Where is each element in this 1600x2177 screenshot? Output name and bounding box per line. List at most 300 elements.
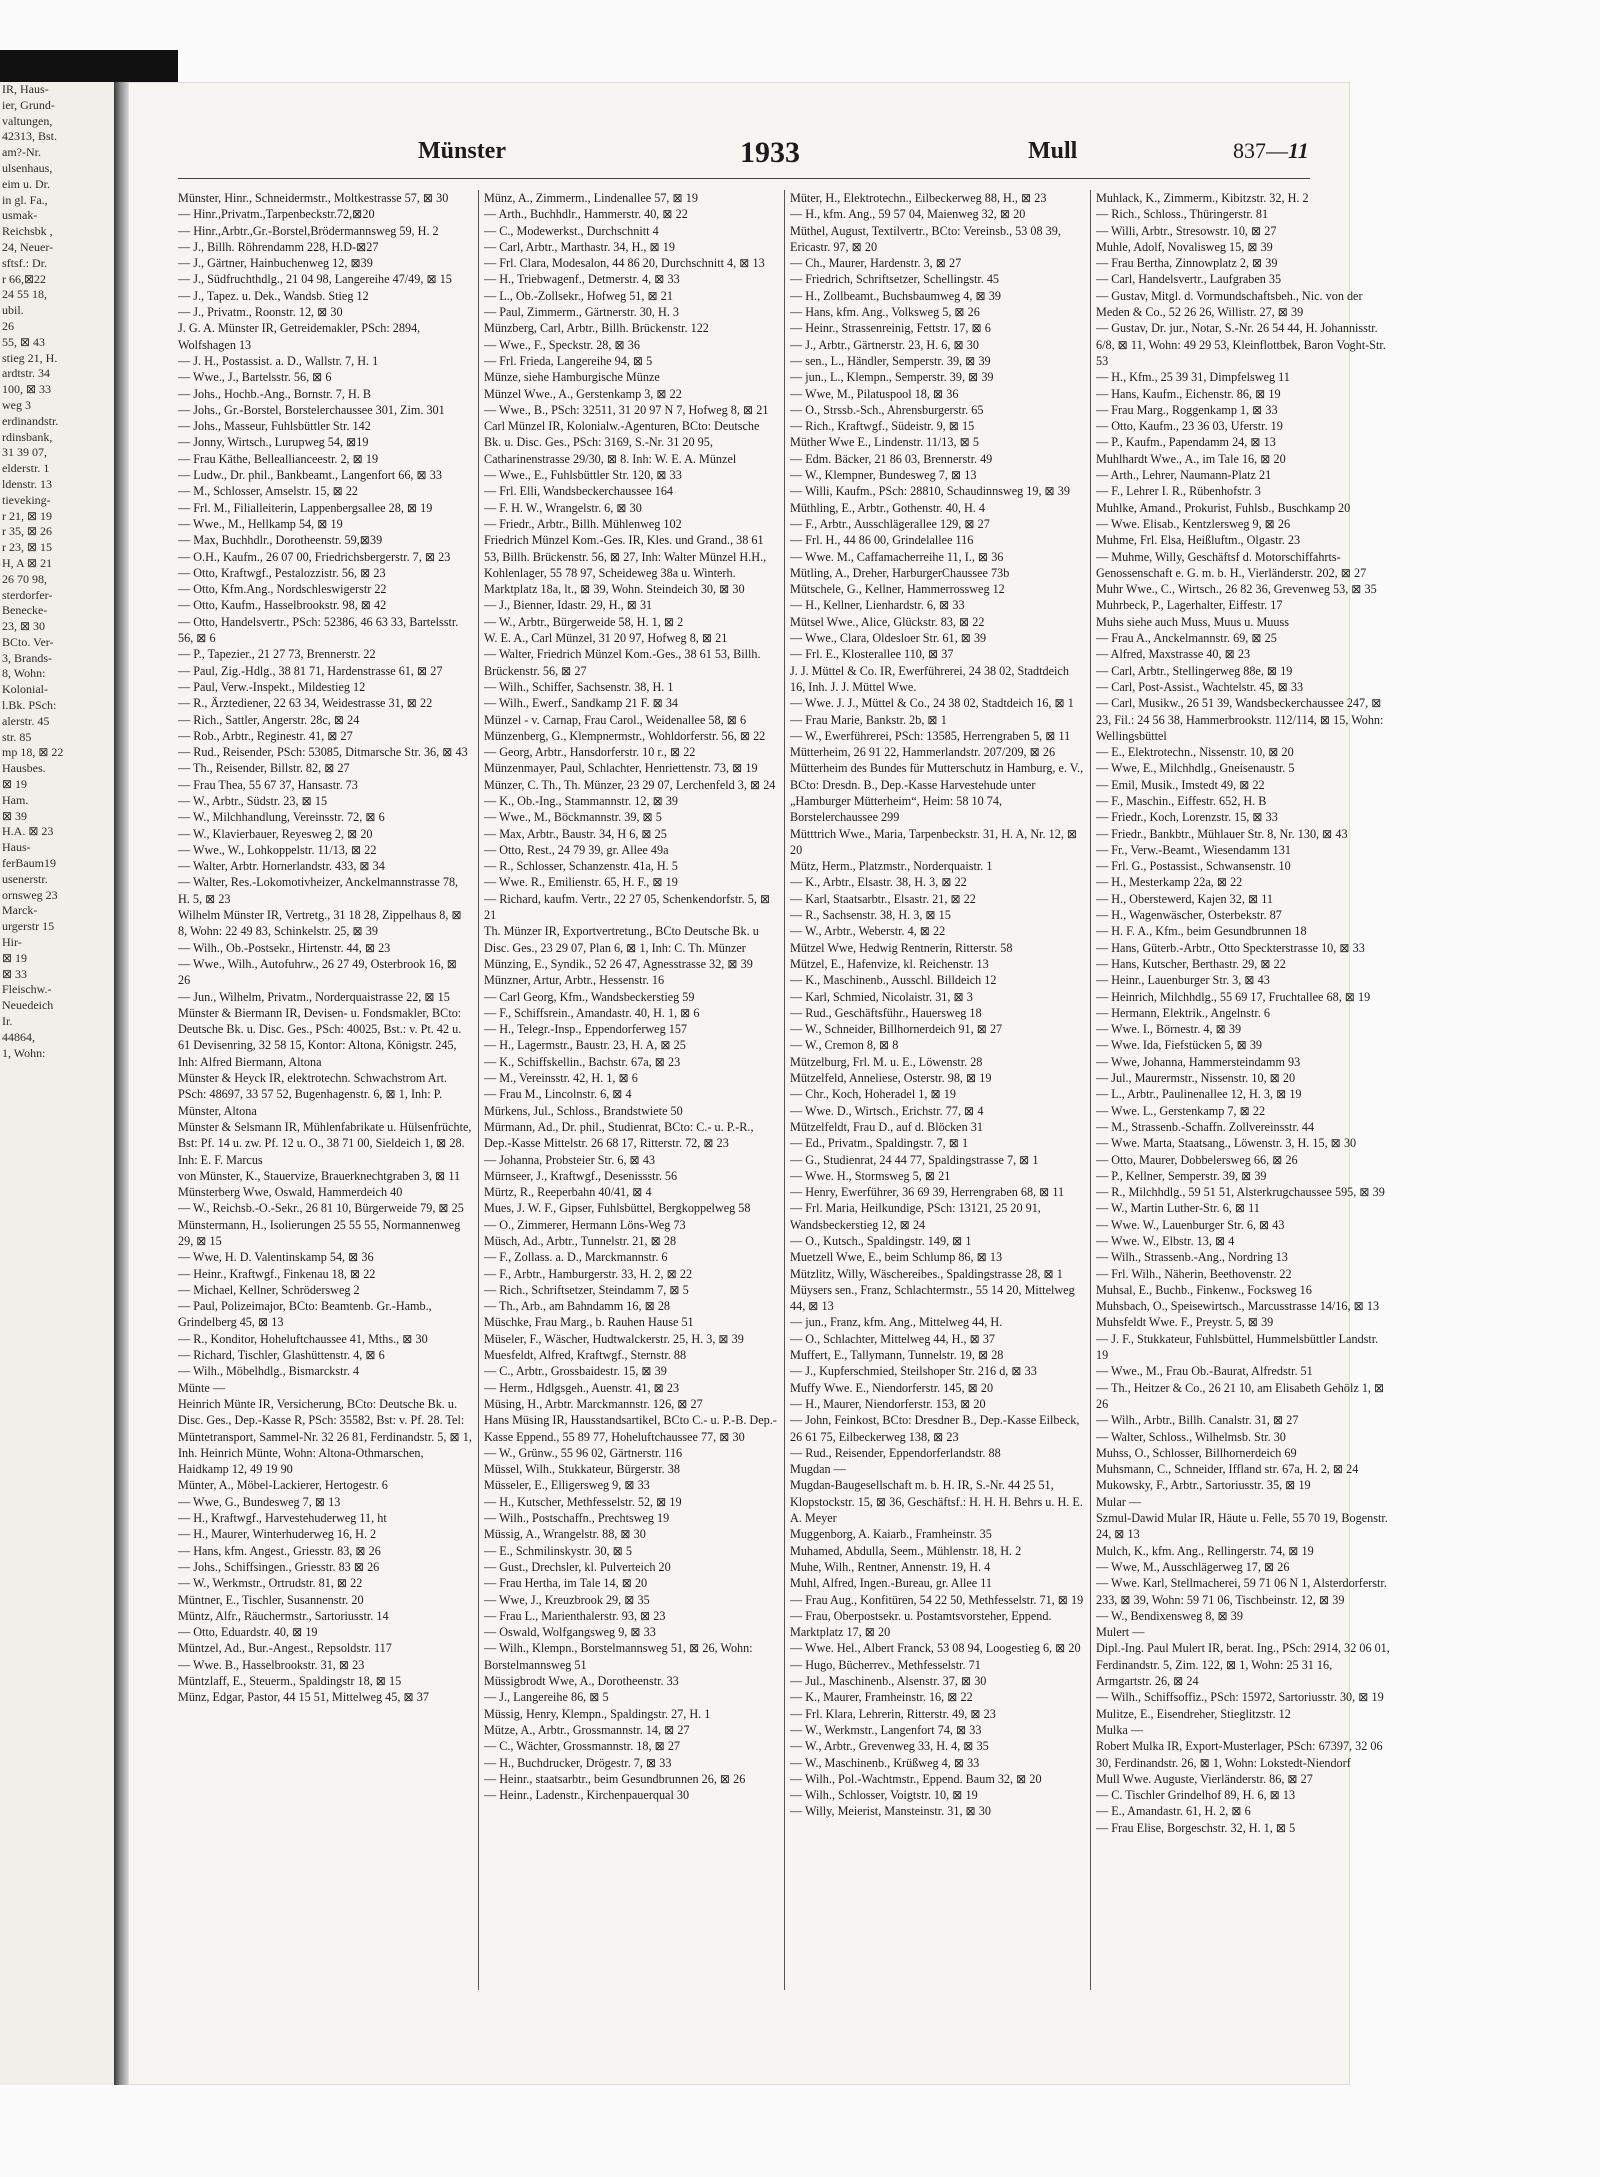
directory-entry: — W., Werkmstr., Langenfort 74, ⊠ 33 (790, 1722, 982, 1737)
directory-entry: — F., Schiffsrein., Amandastr. 40, H. 1, ⊠ 6 (484, 1005, 700, 1020)
directory-entry: — Frl. M., Filialleiterin, Lappenbergsallee 28, ⊠ 19 (178, 500, 433, 515)
directory-entry: Muhme, Frl. Elsa, Heißluftm., Olgastr. 23 (1096, 533, 1301, 548)
directory-entry: — Th., Reisender, Billstr. 82, ⊠ 27 (178, 761, 350, 776)
left-page-line: IR, Haus- (2, 82, 49, 96)
directory-entry: — K., Maurer, Framheinstr. 16, ⊠ 22 (790, 1690, 973, 1705)
directory-entry: — L., Ob.-Zollsekr., Hofweg 51, ⊠ 21 (484, 288, 673, 303)
directory-entry: — Wwe, M., Pilatuspool 18, ⊠ 36 (790, 386, 959, 401)
directory-entry: Mugdan — (790, 1462, 846, 1477)
directory-entry: — J., Tapez. u. Dek., Wandsb. Stieg 12 (178, 288, 369, 303)
left-page-line: Haus- (2, 840, 31, 855)
left-page-line: Hir- (2, 935, 22, 950)
left-page-line: ⊠ 33 (2, 966, 28, 981)
directory-entry: — Frau L., Marienthalerstr. 93, ⊠ 23 (484, 1608, 666, 1623)
column-divider (1090, 190, 1091, 1990)
directory-entry: — Wwe. Karl, Stellmacherei, 59 71 06 N 1, Alsterdorferstr. 233, ⊠ 39, Wohn: 59 71 06, Tischbeinstr. 12, ⊠ 39 (1096, 1576, 1387, 1607)
directory-entry: — H., Kellner, Lienhardstr. 6, ⊠ 33 (790, 598, 965, 613)
left-page-line: usmak- (2, 208, 38, 223)
left-page-line: 31 39 07, (2, 445, 47, 460)
directory-entry: — J., Bienner, Idastr. 29, H., ⊠ 31 (484, 598, 653, 613)
directory-entry: — Frl. Clara, Modesalon, 44 86 20, Durchschnitt 4, ⊠ 13 (484, 256, 765, 271)
left-page-line: ferBaum19 (2, 856, 56, 871)
directory-entry: Muhsmann, C., Schneider, Iffland str. 67a, H. 2, ⊠ 24 (1096, 1462, 1359, 1477)
directory-entry: — Johanna, Probsteier Str. 6, ⊠ 43 (484, 1152, 656, 1167)
left-page-line: 23, ⊠ 30 (2, 619, 46, 634)
directory-entry: — H., Oberstewerd, Kajen 32, ⊠ 11 (1096, 891, 1273, 906)
directory-entry: — Wilh., Arbtr., Billh. Canalstr. 31, ⊠ 27 (1096, 1413, 1299, 1428)
directory-entry: — Paul, Verw.-Inspekt., Mildestieg 12 (178, 679, 366, 694)
left-page-line: str. 85 (2, 729, 32, 744)
directory-entry: — J., Arbtr., Gärtnerstr. 23, H. 6, ⊠ 30 (790, 337, 979, 352)
left-page-line: BCto. Ver- (2, 634, 54, 649)
directory-entry: Müntzel, Ad., Bur.-Angest., Repsoldstr. 117 (178, 1641, 392, 1656)
directory-entry: — Arth., Lehrer, Naumann-Platz 21 (1096, 468, 1272, 483)
directory-entry: Th. Münzer IR, Exportvertretung., BCto Deutsche Bk. u Disc. Ges., 23 29 07, Plan 6, ⊠ 1, Inh: C. Th. Münzer (484, 924, 759, 955)
left-page-line: ardtstr. 34 (2, 366, 50, 381)
directory-entry: — Wwe., Wilh., Autofuhrw., 26 27 49, Osterbrook 16, ⊠ 26 (178, 956, 457, 988)
left-page-line: ⊠ 19 (2, 777, 28, 792)
directory-entry: Muhamed, Abdulla, Seem., Mühlenstr. 18, H. 2 (790, 1543, 1022, 1558)
column-divider (784, 190, 785, 1990)
left-page-line: ubil. (2, 303, 24, 318)
directory-entry: — Otto, Rest., 24 79 39, gr. Allee 49a (484, 842, 669, 857)
directory-entry: Mützel, E., Hafenvize, kl. Reichenstr. 13 (790, 956, 989, 971)
directory-entry: — Hinr.,Arbtr.,Gr.-Borstel,Brödermannsweg 59, H. 2 (178, 223, 439, 238)
directory-entry: — F., Zollass. a. D., Marckmannstr. 6 (484, 1250, 668, 1265)
directory-entry: Mützelfeld, Anneliese, Osterstr. 98, ⊠ 19 (790, 1071, 992, 1086)
directory-entry: — Willi, Kaufm., PSch: 28810, Schaudinnsweg 19, ⊠ 39 (790, 484, 1070, 499)
directory-entry: — Frau Thea, 55 67 37, Hansastr. 73 (178, 777, 358, 792)
directory-entry: Münzing, E., Syndik., 52 26 47, Agnesstrasse 32, ⊠ 39 (484, 956, 753, 971)
directory-entry: — K., Arbtr., Elsastr. 38, H. 3, ⊠ 22 (790, 875, 967, 890)
left-page-line: H, A ⊠ 21 (2, 555, 53, 570)
directory-entry: — Hans, Güterb.-Arbtr., Otto Speckterstrasse 10, ⊠ 33 (1096, 940, 1365, 955)
left-page-line: ⊠ 39 (2, 808, 28, 823)
directory-entry: — Muhme, Willy, Geschäftsf d. Motorschiffahrts-Genossenschaft e. G. m. b. H., Vierländerstr. 202, ⊠ 27 (1096, 549, 1367, 580)
directory-entry: — E., Amandastr. 61, H. 2, ⊠ 6 (1096, 1804, 1251, 1819)
directory-entry: Mützelburg, Frl. M. u. E., Löwenstr. 28 (790, 1054, 983, 1069)
directory-entry: — J. H., Postassist. a. D., Wallstr. 7, H. 1 (178, 353, 379, 368)
directory-entry: — Rich., Schloss., Thüringerstr. 81 (1096, 207, 1269, 222)
directory-entry: — W., Arbtr., Bürgerweide 58, H. 1, ⊠ 2 (484, 614, 684, 629)
directory-entry: Muhrbeck, P., Lagerhalter, Eiffestr. 17 (1096, 598, 1283, 613)
directory-entry: — O., Schlachter, Mittelweg 44, H., ⊠ 37 (790, 1331, 996, 1346)
directory-entry: Müther Wwe E., Lindenstr. 11/13, ⊠ 5 (790, 435, 979, 450)
directory-entry: — Rich., Kraftwgf., Südeistr. 9, ⊠ 15 (790, 419, 975, 434)
directory-entry: — Chr., Koch, Hoheradel 1, ⊠ 19 (790, 1087, 956, 1102)
directory-entry: Münster, Hinr., Schneidermstr., Moltkestrasse 57, ⊠ 30 (178, 191, 449, 205)
left-page-line: 24, Neuer- (2, 239, 54, 254)
directory-entry: Müssig, Henry, Klempn., Spaldingstr. 27, H. 1 (484, 1706, 711, 1721)
directory-entry: Muhsfeldt Wwe. F., Preystr. 5, ⊠ 39 (1096, 1315, 1274, 1330)
directory-entry: — Carl, Handelsvertr., Laufgraben 35 (1096, 272, 1282, 287)
directory-entry: — Wilh., Postschaffn., Prechtsweg 19 (484, 1511, 670, 1526)
directory-entry: — Otto, Handelsvertr., PSch: 52386, 46 63 33, Bartelsstr. 56, ⊠ 6 (178, 614, 459, 646)
left-page-line: rdinsbank, (2, 429, 53, 444)
directory-entry: Mulitze, E., Eisendreher, Stieglitzstr. 12 (1096, 1706, 1291, 1721)
directory-entry: — W., Werkmstr., Ortrudstr. 81, ⊠ 22 (178, 1576, 363, 1591)
directory-entry: — O., Strssb.-Sch., Ahrensburgerstr. 65 (790, 402, 984, 417)
directory-entry: — W., Maschinenb., Krüßweg 4, ⊠ 33 (790, 1755, 980, 1770)
directory-entry: — W., Reichsb.-O.-Sekr., 26 81 10, Bürgerweide 79, ⊠ 25 (178, 1201, 464, 1216)
directory-entry: — Rich., Sattler, Angerstr. 28c, ⊠ 24 (178, 712, 360, 727)
left-page-line: ornsweg 23 (2, 887, 58, 902)
directory-entry: — J., Billh. Röhrendamm 228, H.D-⊠27 (178, 239, 379, 254)
directory-entry: — Wilh., Möbelhdlg., Bismarckstr. 4 (178, 1364, 360, 1379)
directory-entry: — P., Kellner, Semperstr. 39, ⊠ 39 (1096, 1168, 1267, 1183)
directory-entry: Münzberg, Carl, Arbtr., Billh. Brückenstr. 122 (484, 321, 709, 336)
directory-entry: — Frl. G., Postassist., Schwansenstr. 10 (1096, 859, 1291, 874)
directory-entry: — K., Maschinenb., Ausschl. Billdeich 12 (790, 973, 997, 988)
directory-entry: Muetzell Wwe, E., beim Schlump 86, ⊠ 13 (790, 1250, 1003, 1265)
directory-entry: — P., Kaufm., Papendamm 24, ⊠ 13 (1096, 435, 1276, 450)
directory-entry: Münz, Edgar, Pastor, 44 15 51, Mittelweg 45, ⊠ 37 (178, 1690, 429, 1705)
directory-entry: — Wilh., Strassenb.-Ang., Nordring 13 (1096, 1250, 1288, 1265)
directory-entry: — Hans, Kutscher, Berthastr. 29, ⊠ 22 (1096, 956, 1286, 971)
directory-entry: — Rud., Geschäftsführ., Hauersweg 18 (790, 1005, 982, 1020)
directory-entry: — Johs., Schiffsingen., Griesstr. 83 ⊠ 26 (178, 1559, 380, 1574)
left-page-line: ier, Grund- (2, 97, 55, 112)
directory-entry: — Frau, Oberpostsekr. u. Postamtsvorsteher, Eppend. Marktplatz 17, ⊠ 20 (790, 1608, 1052, 1640)
directory-entry: Muhlack, K., Zimmerm., Kibitzstr. 32, H. 2 (1096, 191, 1309, 205)
directory-entry: Müschke, Frau Marg., b. Rauhen Hause 51 (484, 1315, 694, 1330)
directory-entry: Münster & Heyck IR, elektrotechn. Schwachstrom Art. PSch: 48697, 33 57 52, Bugenhagenstr. 6, ⊠ 1, Inh: P. Münster, Altona (178, 1071, 448, 1118)
directory-entry: Muhlke, Amand., Prokurist, Fuhlsb., Buschkamp 20 (1096, 500, 1351, 515)
directory-entry: — W., Arbtr., Südstr. 23, ⊠ 15 (178, 793, 328, 808)
directory-entry: — Walter, Res.-Lokomotivheizer, Anckelmannstrasse 78, H. 5, ⊠ 23 (178, 875, 459, 906)
left-page-line: Marck- (2, 903, 38, 918)
directory-entry: — H., Mesterkamp 22a, ⊠ 22 (1096, 875, 1243, 890)
directory-entry: — Carl, Musikw., 26 51 39, Wandsbeckerchaussee 247, ⊠ 23, Fil.: 24 56 38, Hammerbrookstr. 112/114, ⊠ 15, Wohn: Wellingsbüttel (1096, 696, 1384, 743)
header-year: 1933 (740, 136, 800, 169)
directory-entry: — Wilh., Schiffsoffiz., PSch: 15972, Sartoriusstr. 30, ⊠ 19 (1096, 1690, 1384, 1705)
column-3 (790, 190, 1084, 1990)
directory-entry: — R., Milchhdlg., 59 51 51, Alsterkrugchaussee 595, ⊠ 39 (1096, 1185, 1385, 1200)
directory-entry: — Frl. Maria, Heilkundige, PSch: 13121, 25 20 91, Wandsbeckerstieg 12, ⊠ 24 (790, 1201, 1041, 1232)
directory-entry: — Wilh., Pol.-Wachtmstr., Eppend. Baum 32, ⊠ 20 (790, 1771, 1042, 1786)
left-page-line: eim u. Dr. (2, 176, 50, 191)
directory-entry: — Max, Buchhdlr., Dorotheenstr. 59,⊠39 (178, 533, 383, 548)
directory-entry: Muhss, O., Schlosser, Billhornerdeich 69 (1096, 1445, 1297, 1460)
directory-entry: — Heinr., Kraftwgf., Finkenau 18, ⊠ 22 (178, 1266, 376, 1281)
directory-entry: — C., Modewerkst., Durchschnitt 4 (484, 223, 659, 238)
directory-entry: — Heinr., Ladenstr., Kirchenpauerqual 30 (484, 1788, 690, 1803)
left-page-line: tieveking- (2, 492, 51, 507)
left-page-line: ldenstr. 13 (2, 476, 52, 491)
left-page-line: ⊠ 19 (2, 950, 28, 965)
directory-entry: — Frau Hertha, im Tale 14, ⊠ 20 (484, 1576, 648, 1591)
directory-entry: Münte — (178, 1380, 226, 1395)
directory-entry: Friedrich Münzel Kom.-Ges. IR, Kles. und Grand., 38 61 53, Billh. Brückenstr. 56, ⊠ 27, Inh: Walter Münzel H.H., Kohlenlager, 55 78 97, Scheideweg 38a u. Winterh. Marktplatz 18a, lt., ⊠ 39, Wohn. Steindeich 30, ⊠ 30 (484, 533, 767, 597)
directory-entry: J. J. Müttel & Co. IR, Ewerführerei, 24 38 02, Stadtdeich 16, Inh. J. J. Müttel Wwe. (790, 663, 1069, 694)
left-page-line: mp 18, ⊠ 22 (2, 745, 64, 760)
directory-entry: Mugdan-Baugesellschaft m. b. H. IR, S.-Nr. 44 25 51, Klopstockstr. 15, ⊠ 36, Geschäftsf.: H. H. H. Behrs u. H. E. A. Meyer (790, 1478, 1083, 1526)
directory-entry: — Alfred, Maxstrasse 40, ⊠ 23 (1096, 647, 1251, 662)
directory-entry: Münster & Selsmann IR, Mühlenfabrikate u. Hülsenfrüchte, Bst: Pf. 14 u. zw. Pf. 12 u. O., 38 71 00, Sieldeich 1, ⊠ 28. Inh: E. F. Marcus (178, 1119, 472, 1167)
directory-entry: — Wwe., J., Bartelsstr. 56, ⊠ 6 (178, 370, 332, 385)
directory-entry: — P., Tapezier., 21 27 73, Brennerstr. 22 (178, 647, 376, 662)
directory-entry: — O., Kutsch., Spaldingstr. 149, ⊠ 1 (790, 1234, 972, 1248)
directory-entry: Muggenborg, A. Kaiarb., Framheinstr. 35 (790, 1527, 992, 1542)
directory-entry: — H., Kfm., 25 39 31, Dimpfelsweg 11 (1096, 370, 1290, 385)
directory-entry: — Wwe., B., PSch: 32511, 31 20 97 N 7, Hofweg 8, ⊠ 21 (484, 402, 769, 417)
directory-entry: — Rob., Arbtr., Reginestr. 41, ⊠ 27 (178, 728, 353, 743)
directory-entry: — Friedr., Bankbtr., Mühlauer Str. 8, Nr. 130, ⊠ 43 (1096, 826, 1348, 841)
directory-entry: Mützlitz, Willy, Wäschereibes., Spaldingstrasse 28, ⊠ 1 (790, 1266, 1063, 1281)
directory-entry: — F. H. W., Wrangelstr. 6, ⊠ 30 (484, 500, 642, 515)
directory-entry: Müntner, E., Tischler, Susannenstr. 20 (178, 1592, 364, 1607)
directory-entry: — W., Grünw., 55 96 02, Gärtnerstr. 116 (484, 1445, 683, 1460)
directory-entry: — Wwe. Ida, Fiefstücken 5, ⊠ 39 (1096, 1038, 1263, 1053)
directory-entry: Mütterheim, 26 91 22, Hammerlandstr. 207/209, ⊠ 26 (790, 745, 1056, 760)
directory-entry: Müntzlaff, E., Steuerm., Spaldingstr 18, ⊠ 15 (178, 1674, 402, 1689)
directory-entry: — Paul, Polizeimajor, BCto: Beamtenb. Gr.-Hamb., Grindelberg 45, ⊠ 13 (178, 1299, 432, 1330)
directory-entry: — H., Zollbeamt., Buchsbaumweg 4, ⊠ 39 (790, 288, 1001, 303)
directory-entry: — W., Martin Luther-Str. 6, ⊠ 11 (1096, 1201, 1260, 1216)
left-page-line: Benecke- (2, 603, 48, 618)
directory-entry: — Wwe. Marta, Staatsang., Löwenstr. 3, H. 15, ⊠ 30 (1096, 1136, 1357, 1151)
directory-entry: Mulert — (1096, 1625, 1145, 1640)
directory-entry: — Hinr.,Privatm.,Tarpenbeckstr.72,⊠20 (178, 207, 375, 222)
directory-entry: Münzel Wwe., A., Gerstenkamp 3, ⊠ 22 (484, 386, 682, 401)
directory-entry: — jun., Franz, kfm. Ang., Mittelweg 44, H. (790, 1315, 1003, 1330)
directory-entry: — H. F. A., Kfm., beim Gesundbrunnen 18 (1096, 924, 1307, 939)
directory-entry: Mütling, A., Dreher, HarburgerChaussee 73b (790, 565, 1010, 580)
left-page-line: usenerstr. (2, 871, 48, 886)
directory-entry: — Frau Käthe, Belleallianceestr. 2, ⊠ 19 (178, 451, 379, 466)
directory-entry: Mürmann, Ad., Dr. phil., Studienrat, BCto: C.- u. P.-R., Dep.-Kasse Mittelstr. 26 68 17, Ritterstr. 72, ⊠ 23 (484, 1119, 754, 1151)
directory-entry: — Carl, Post-Assist., Wachtelstr. 45, ⊠ 33 (1096, 679, 1304, 694)
directory-entry: — W., Klavierbauer, Reyesweg 2, ⊠ 20 (178, 826, 373, 841)
directory-entry: Mull Wwe. Auguste, Vierländerstr. 86, ⊠ 27 (1096, 1771, 1313, 1786)
directory-entry: Münster & Biermann IR, Devisen- u. Fondsmakler, BCto: Deutsche Bk. u. Disc. Ges., PSch: 40025, Bst.: v. Pt. 42 u. 61 Devisenring, 32 58 15, Kontor: Altona, Königstr. 245, Inh: Alfred Biermann, Altona (178, 1005, 462, 1069)
directory-entry: — Th., Arb., am Bahndamm 16, ⊠ 28 (484, 1299, 671, 1314)
directory-entry: — Wwe., W., Lohkoppelstr. 11/13, ⊠ 22 (178, 842, 377, 857)
directory-entry: — Rich., Schriftsetzer, Steindamm 7, ⊠ 5 (484, 1282, 689, 1297)
directory-entry: — Wwe. I., Börnestr. 4, ⊠ 39 (1096, 1022, 1242, 1037)
directory-entry: — Gust., Drechsler, kl. Pulverteich 20 (484, 1559, 671, 1574)
directory-entry: Müsch, Ad., Arbtr., Tunnelstr. 21, ⊠ 28 (484, 1234, 677, 1248)
directory-entry: Mues, J. W. F., Gipser, Fuhlsbüttel, Bergkoppelweg 58 (484, 1201, 751, 1216)
directory-entry: — F., Lehrer I. R., Rübenhofstr. 3 (1096, 484, 1261, 499)
directory-entry: Mütttrich Wwe., Maria, Tarpenbeckstr. 31, H. A, Nr. 12, ⊠ 20 (790, 826, 1078, 857)
directory-entry: Dipl.-Ing. Paul Mulert IR, berat. Ing., PSch: 2914, 32 06 01, Ferdinandstr. 5, Zim. 122, ⊠ 1, Wohn: 25 31 16, Armgartstr. 26, ⊠ 24 (1096, 1641, 1390, 1689)
directory-entry: — sen., L., Händler, Semperstr. 39, ⊠ 39 (790, 353, 991, 368)
directory-entry: Müysers sen., Franz, Schlachtermstr., 55 14 20, Mittelweg 44, ⊠ 13 (790, 1282, 1075, 1314)
directory-entry: — Th., Heitzer & Co., 26 21 10, am Elisabeth Gehölz 1, ⊠ 26 (1096, 1380, 1385, 1411)
directory-entry: — W., Ewerführerei, PSch: 13585, Herrengraben 5, ⊠ 11 (790, 728, 1071, 743)
directory-entry: — Walter, Arbtr. Hornerlandstr. 433, ⊠ 34 (178, 859, 385, 874)
directory-entry: — Wwe. J. J., Müttel & Co., 24 38 02, Stadtdeich 16, ⊠ 1 (790, 696, 1074, 711)
left-page-line: 8, Wohn: (2, 666, 46, 681)
directory-entry: — Wwe. Elisab., Kentzlersweg 9, ⊠ 26 (1096, 516, 1291, 531)
directory-entry: Müssel, Wilh., Stukkateur, Bürgerstr. 38 (484, 1462, 680, 1477)
directory-entry: — Heinr., Lauenburger Str. 3, ⊠ 43 (1096, 973, 1270, 988)
directory-entry: — Wilh., Ob.-Postsekr., Hirtenstr. 44, ⊠ 23 (178, 940, 391, 955)
directory-entry: — Frl. Wilh., Näherin, Beethovenstr. 22 (1096, 1266, 1292, 1281)
directory-entry: — Frl. Klara, Lehrerin, Ritterstr. 49, ⊠ 23 (790, 1706, 996, 1721)
directory-entry: — M., Schlosser, Amselstr. 15, ⊠ 22 (178, 484, 359, 499)
column-2 (484, 190, 778, 1990)
page-header (128, 138, 1350, 178)
directory-entry: Münter, A., Möbel-Lackierer, Hertogestr. 6 (178, 1478, 388, 1493)
directory-entry: Muhsbach, O., Speisewirtsch., Marcusstrasse 14/16, ⊠ 13 (1096, 1299, 1380, 1314)
directory-entry: — H., Triebwagenf., Detmerstr. 4, ⊠ 33 (484, 272, 680, 287)
directory-entry: — W., Arbtr., Grevenweg 33, H. 4, ⊠ 35 (790, 1739, 989, 1754)
directory-entry: — C., Arbtr., Grossbaidestr. 15, ⊠ 39 (484, 1364, 667, 1379)
left-page-line: 100, ⊠ 33 (2, 382, 52, 397)
left-page-line: Reichsbk , (2, 224, 53, 239)
directory-entry: — Willy, Meierist, Mansteinstr. 31, ⊠ 30 (790, 1804, 991, 1819)
left-page-line: weg 3 (2, 397, 31, 412)
directory-entry: — Wwe., F., Speckstr. 28, ⊠ 36 (484, 337, 640, 352)
directory-entry: — Otto, Eduardstr. 40, ⊠ 19 (178, 1625, 318, 1640)
directory-entry: Mürkens, Jul., Schloss., Brandstwiete 50 (484, 1103, 683, 1118)
left-page-line: alerstr. 45 (2, 713, 50, 728)
directory-entry: Muesfeldt, Alfred, Kraftwgf., Sternstr. 88 (484, 1348, 687, 1363)
directory-entry: Münzenmayer, Paul, Schlachter, Henriettenstr. 73, ⊠ 19 (484, 761, 758, 776)
directory-entry: — R., Schlosser, Schanzenstr. 41a, H. 5 (484, 859, 678, 874)
left-page-line: Fleischw.- (2, 982, 52, 997)
directory-entry: — Wwe. L., Gerstenkamp 7, ⊠ 22 (1096, 1103, 1266, 1118)
directory-entry: — W., Cremon 8, ⊠ 8 (790, 1038, 899, 1053)
column-1 (178, 190, 472, 1990)
directory-entry: — Wwe., M., Hellkamp 54, ⊠ 19 (178, 516, 343, 531)
directory-entry: Müsing, H., Arbtr. Marckmannstr. 126, ⊠ 27 (484, 1396, 703, 1411)
left-page-line: Kolonial- (2, 682, 48, 697)
left-page-line: 1, Wohn: (2, 1045, 46, 1060)
directory-entry: — Wwe. R., Emilienstr. 65, H. F., ⊠ 19 (484, 875, 678, 890)
directory-entry: — H., Maurer, Winterhuderweg 16, H. 2 (178, 1527, 377, 1542)
directory-entry: Münzenberg, G., Klempnermstr., Wohldorferstr. 56, ⊠ 22 (484, 728, 766, 743)
directory-entry: — Wwe., E., Fuhlsbüttler Str. 120, ⊠ 33 (484, 468, 682, 483)
header-left-keyword: Münster (418, 138, 506, 164)
directory-entry: — Frl. E., Klosterallee 110, ⊠ 37 (790, 647, 954, 662)
directory-entry: — H., Kraftwgf., Harvestehuderweg 11, ht (178, 1511, 387, 1526)
directory-entry: — Karl, Schmied, Nicolaistr. 31, ⊠ 3 (790, 989, 973, 1004)
directory-entry: von Münster, K., Stauervize, Brauerknechtgraben 3, ⊠ 11 (178, 1168, 461, 1183)
directory-entry: — K., Ob.-Ing., Stammannstr. 12, ⊠ 39 (484, 793, 679, 808)
directory-entry: Heinrich Münte IR, Versicherung, BCto: Deutsche Bk. u. Disc. Ges., Dep.-Kasse R, PSch: 35582, Bst: v. Pf. 28. Tel: Müntetransport, Sammel-Nr. 32 26 81, Ferdinandstr. 5, ⊠ 1, Inh. Heinrich Münte, Wohn: Altona-Othmarschen, Haidkamp 12, 49 19 90 (178, 1396, 472, 1477)
directory-entry: — J., Langereihe 86, ⊠ 5 (484, 1690, 609, 1705)
directory-entry: — Oswald, Wolfgangsweg 9, ⊠ 33 (484, 1625, 656, 1640)
directory-entry: — J. F., Stukkateur, Fuhlsbüttel, Hummelsbüttler Landstr. 19 (1096, 1331, 1379, 1363)
directory-entry: — Emil, Musik., Imstedt 49, ⊠ 22 (1096, 777, 1265, 792)
directory-entry: — Frau Bertha, Zinnowplatz 2, ⊠ 39 (1096, 256, 1278, 271)
directory-entry: Muhlhardt Wwe., A., im Tale 16, ⊠ 20 (1096, 451, 1286, 466)
directory-entry: — Richard, Tischler, Glashüttenstr. 4, ⊠ 6 (178, 1348, 385, 1363)
directory-entry: — Heinr., Strassenreinig, Fettstr. 17, ⊠ 6 (790, 321, 991, 336)
directory-entry: — O.H., Kaufm., 26 07 00, Friedrichsbergerstr. 7, ⊠ 23 (178, 549, 451, 564)
directory-entry: — Wilh., Ewerf., Sandkamp 21 F. ⊠ 34 (484, 696, 679, 711)
directory-entry: — W., Klempner, Bundesweg 7, ⊠ 13 (790, 468, 977, 483)
directory-entry: — Richard, kaufm. Vertr., 22 27 05, Schenkendorfstr. 5, ⊠ 21 (484, 891, 771, 923)
directory-entry: Muhsal, E., Buchb., Finkenw., Focksweg 16 (1096, 1282, 1312, 1297)
directory-entry: Münz, A., Zimmerm., Lindenallee 57, ⊠ 19 (484, 191, 698, 205)
directory-entry: — Ludw., Dr. phil., Bankbeamt., Langenfort 66, ⊠ 33 (178, 468, 442, 483)
directory-entry: — Wilh., Schiffer, Sachsenstr. 38, H. 1 (484, 679, 674, 694)
directory-entry: — F., Maschin., Eiffestr. 652, H. B (1096, 793, 1267, 808)
directory-entry: Müthling, E., Arbtr., Gothenstr. 40, H. 4 (790, 500, 985, 515)
directory-entry: — Jonny, Wirtsch., Lurupweg 54, ⊠19 (178, 435, 369, 450)
directory-entry: — Frau Marg., Roggenkamp 1, ⊠ 33 (1096, 402, 1278, 417)
left-page-line: in gl. Fa., (2, 192, 48, 207)
directory-entry: — Henry, Ewerführer, 36 69 39, Herrengraben 68, ⊠ 11 (790, 1185, 1065, 1200)
directory-entry: — E., Elektrotechn., Nissenstr. 10, ⊠ 20 (1096, 745, 1294, 760)
directory-entry: — Johs., Gr.-Borstel, Borstelerchaussee 301, Zim. 301 (178, 402, 445, 417)
directory-entry: — Frl. H., 44 86 00, Grindelallee 116 (790, 533, 974, 548)
directory-entry: Mützel Wwe, Hedwig Rentnerin, Ritterstr. 58 (790, 940, 1013, 955)
directory-entry: — K., Schiffskellin., Bachstr. 67a, ⊠ 23 (484, 1054, 681, 1069)
directory-entry: Mütz, Herm., Platzmstr., Norderquaistr. 1 (790, 859, 993, 874)
directory-entry: — Friedr., Arbtr., Billh. Mühlenweg 102 (484, 516, 682, 531)
directory-entry: — Otto, Kaufm., 23 36 03, Uferstr. 19 (1096, 419, 1283, 434)
directory-entry: — Paul, Zig.-Hdlg., 38 81 71, Hardenstrasse 61, ⊠ 27 (178, 663, 443, 678)
directory-entry: — Heinr., staatsarbtr., beim Gesundbrunnen 26, ⊠ 26 (484, 1771, 746, 1786)
directory-entry: — Wwe, G., Bundesweg 7, ⊠ 13 (178, 1494, 341, 1509)
directory-entry: Muffy Wwe. E., Niendorferstr. 145, ⊠ 20 (790, 1380, 994, 1395)
directory-entry: Müseler, F., Wäscher, Hudtwalckerstr. 25, H. 3, ⊠ 39 (484, 1331, 744, 1346)
directory-entry: Muhl, Alfred, Ingen.-Bureau, gr. Allee 11 (790, 1576, 992, 1591)
directory-entry: — Hans, kfm. Angest., Griesstr. 83, ⊠ 26 (178, 1543, 381, 1558)
directory-entry: — Wwe., M., Frau Ob.-Baurat, Alfredstr. 51 (1096, 1364, 1313, 1379)
left-page-line: 26 70 98, (2, 571, 47, 586)
directory-entry: Mukowsky, F., Arbtr., Sartoriusstr. 35, ⊠ 19 (1096, 1478, 1311, 1493)
directory-entry: Carl Münzel IR, Kolonialw.-Agenturen, BCto: Deutsche Bk. u. Disc. Ges., PSch: 3169, S.-Nr. 31 20 95, Catharinenstrasse 29/30, ⊠ 8. Inh: W. E. A. Münzel (484, 419, 760, 466)
directory-entry: — Wwe, M., Ausschlägerweg 17, ⊠ 26 (1096, 1559, 1290, 1574)
directory-entry: — Hermann, Elektrik., Angelnstr. 6 (1096, 1005, 1270, 1020)
directory-entry: Wilhelm Münster IR, Vertretg., 31 18 28, Zippelhaus 8, ⊠ 8, Wohn: 22 49 83, Schinkelstr. 25, ⊠ 39 (178, 908, 462, 939)
directory-entry: — M., Vereinsstr. 42, H. 1, ⊠ 6 (484, 1071, 638, 1086)
directory-entry: Münzer, C. Th., Th. Münzer, 23 29 07, Lerchenfeld 3, ⊠ 24 (484, 777, 776, 792)
directory-entry: W. E. A., Carl Münzel, 31 20 97, Hofweg 8, ⊠ 21 (484, 631, 728, 646)
directory-entry: — Frl. Frieda, Langereihe 94, ⊠ 5 (484, 353, 653, 368)
left-page-line: Neuedeich (2, 998, 54, 1013)
directory-entry: — H., Maurer, Niendorferstr. 153, ⊠ 20 (790, 1396, 986, 1411)
directory-entry: — H., kfm. Ang., 59 57 04, Maienweg 32, ⊠ 20 (790, 207, 1026, 222)
left-page-line: erdinandstr. (2, 413, 59, 428)
directory-entry: — Hans, Kaufm., Eichenstr. 86, ⊠ 19 (1096, 386, 1281, 401)
directory-entry: — Carl, Arbtr., Stellingerweg 88e, ⊠ 19 (1096, 663, 1293, 678)
book-gutter (114, 82, 128, 2085)
directory-entry: — Max, Arbtr., Baustr. 34, H 6, ⊠ 25 (484, 826, 667, 841)
directory-entry: Müssig, A., Wrangelstr. 88, ⊠ 30 (484, 1527, 646, 1542)
directory-entry: — Johs., Hochb.-Ang., Bornstr. 7, H. B (178, 386, 371, 401)
directory-entry: Münzel - v. Carnap, Frau Carol., Weidenallee 58, ⊠ 6 (484, 712, 747, 727)
directory-entry: — Wwe., Clara, Oldesloer Str. 61, ⊠ 39 (790, 631, 987, 646)
directory-entry: — Carl Georg, Kfm., Wandsbeckerstieg 59 (484, 989, 695, 1004)
left-page-line: urgerstr 15 (2, 919, 55, 934)
directory-entry: — Wwe. W., Elbstr. 13, ⊠ 4 (1096, 1234, 1235, 1248)
column-divider (478, 190, 479, 1990)
left-page-line: sterdorfer- (2, 587, 53, 602)
directory-entry: Mütterheim des Bundes für Mutterschutz in Hamburg, e. V., BCto: Dresdn. B., Dep.-Kasse Harvestehude unter „Hamburger Mütterheim“, Heim: 58 10 74, Borstelerchaussee 299 (790, 761, 1084, 825)
directory-entry: — C. Tischler Grindelhof 89, H. 6, ⊠ 13 (1096, 1788, 1296, 1803)
left-page-line: 55, ⊠ 43 (2, 334, 46, 349)
directory-entry: — Heinrich, Milchhdlg., 55 69 17, Fruchtallee 68, ⊠ 19 (1096, 989, 1371, 1004)
directory-entry: Müntz, Alfr., Räuchermstr., Sartoriusstr. 14 (178, 1608, 389, 1623)
directory-entry: Muhle, Adolf, Novalisweg 15, ⊠ 39 (1096, 239, 1273, 254)
header-right-keyword: Mull (1028, 138, 1078, 164)
directory-entry: Münzner, Artur, Arbtr., Hessenstr. 16 (484, 973, 665, 988)
directory-entry: Münsterberg Wwe, Oswald, Hammerdeich 40 (178, 1185, 403, 1200)
left-page-line: am?-Nr. (2, 145, 41, 160)
directory-entry: — jun., L., Klempn., Semperstr. 39, ⊠ 39 (790, 370, 994, 385)
directory-entry: — Fr., Verw.-Beamt., Wiesendamm 131 (1096, 842, 1291, 857)
directory-entry: — H., Kutscher, Methfesselstr. 52, ⊠ 19 (484, 1494, 682, 1509)
directory-entry: — H., Telegr.-Insp., Eppendorferweg 157 (484, 1022, 688, 1037)
left-page-line: sftsf.: Dr. (2, 255, 47, 270)
